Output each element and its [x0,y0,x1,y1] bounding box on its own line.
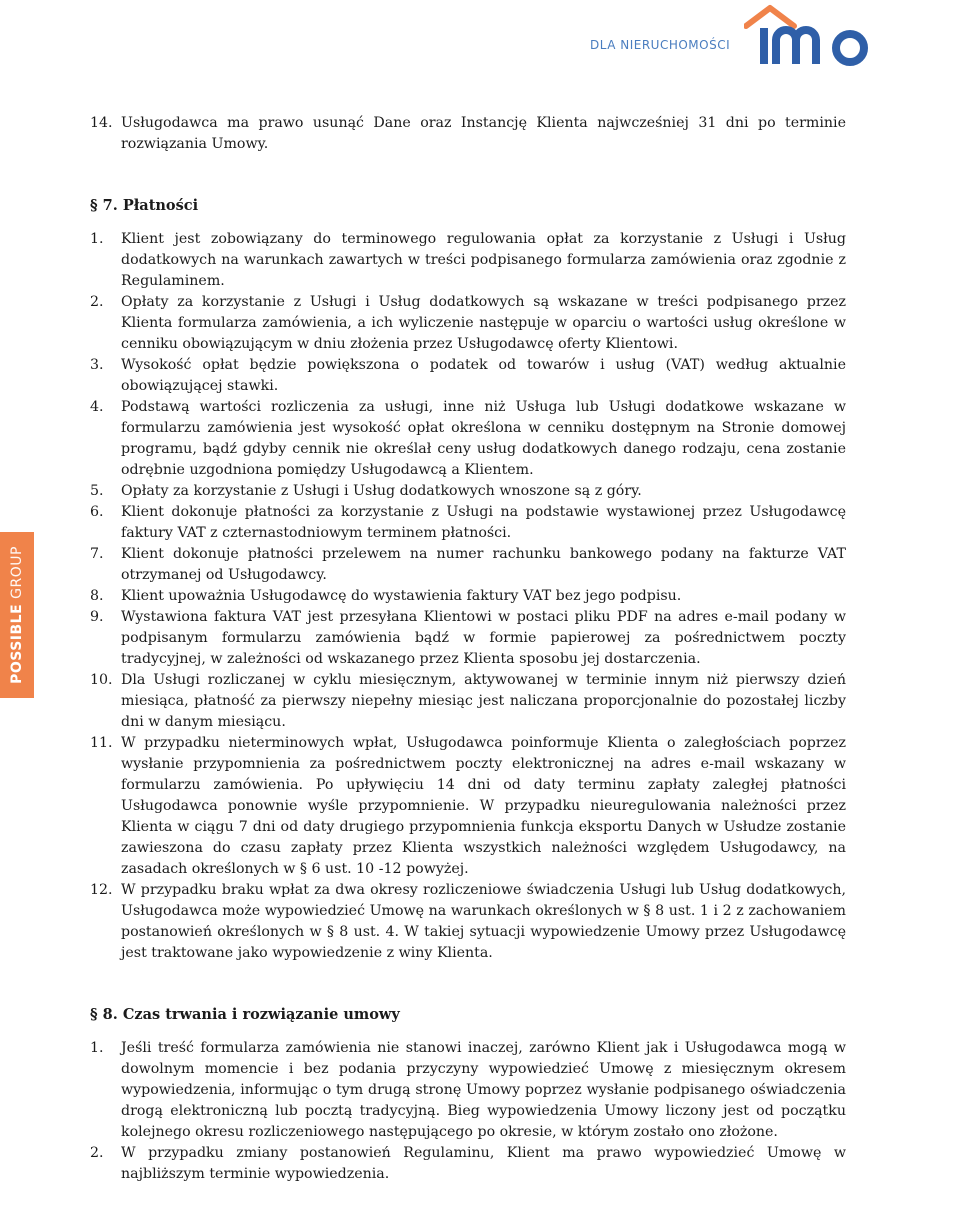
section8-list [90,1038,846,1185]
item-number: 14. [90,115,113,131]
list-item [90,229,846,292]
page-header [0,0,960,80]
list-item [90,292,846,355]
list-item [90,1038,846,1143]
list-item [90,481,846,502]
imo-logo [744,4,894,68]
brand-tagline: DLA NIERUCHOMOŚCI [590,38,731,52]
item-text: Klient upoważnia Usługodawcę do wystawienia faktury VAT bez jego podpisu. [121,588,682,604]
item-number: 11. [90,735,113,751]
list-item [90,607,846,670]
item-number: 6. [90,504,104,520]
list-item [90,1143,846,1185]
item-text: W przypadku zmiany postanowień Regulaminu, Klient ma prawo wypowiedzieć Umowę w najbliższym terminie wypowiedzenia. [121,1145,846,1182]
item-text: Klient dokonuje płatności przelewem na numer rachunku bankowego podany na fakturze VAT otrzymanej od Usługodawcy. [121,546,846,583]
side-brand-group: GROUP [9,546,25,599]
item-number: 3. [90,357,104,373]
item-text: Opłaty za korzystanie z Usługi i Usług dodatkowych są wskazane w treści podpisanego przez Klienta formularza zamówienia, a ich wyliczenie następuje w oparciu o wartości usług określone w cenniku obowiązującym w dniu złożenia przez Usługodawcę oferty Klientowi. [121,294,846,352]
item-number: 5. [90,483,104,499]
item-text: W przypadku nieterminowych wpłat, Usługodawca poinformuje Klienta o zaległościach poprzez wysłanie przypomnienia za pośrednictwem poczty elektronicznej na adres e-mail wskazany w formularzu zamówienia. Po upływięciu 14 dni od daty terminu zapłaty zaległej płatności Usługodawca ponownie wyśle przypomnienie. W przypadku nieuregulowania należności przez Klienta w ciągu 7 dni od daty drugiego przypomnienia funkcja eksportu Danych w Usłudze zostanie zawieszona do czasu zapłaty przez Klienta wszystkich należności względem Usługodawcy, na zasadach określonych w § 6 ust. 10 -12 powyżej. [121,735,846,877]
section-heading: § 8. Czas trwania i rozwiązanie umowy [90,1006,400,1023]
item-text: Klient jest zobowiązany do terminowego regulowania opłat za korzystanie z Usługi i Usług dodatkowych na warunkach zawartych w treści podpisanego formularza zamówienia oraz zgodnie z Regulaminem. [121,231,846,289]
list-item [90,544,846,586]
item-text: Wysokość opłat będzie powiększona o podatek od towarów i usług (VAT) według aktualnie obowiązującej stawki. [121,357,846,394]
item-number: 12. [90,882,113,898]
item-text: Podstawą wartości rozliczenia za usługi, inne niż Usługa lub Usługi dodatkowe wskazane w formularzu zamówienia jest wysokość opłat określona w cenniku dostępnym na Stronie domowej programu, bądź gdyby cennik nie określał ceny usług dodatkowych danego rodzaju, cena zostanie odrębnie uzgodniona pomiędzy Usługodawcą a Klientem. [121,399,846,478]
list-item [90,113,846,155]
house-roof-icon [746,8,794,26]
item-text: Klient dokonuje płatności za korzystanie z Usługi na podstawie wystawionej przez Usługodawcę faktury VAT z czternastodniowym terminem płatności. [121,504,846,541]
item-number: 2. [90,294,104,310]
item-number: 2. [90,1145,104,1161]
logo-lettering [760,28,864,64]
item-text: Dla Usługi rozliczanej w cyklu miesięcznym, aktywowanej w terminie innym niż pierwszy dzień miesiąca, płatność za pierwszy niepełny miesiąc jest naliczana proporcjonalnie do pozostałej liczby dni w danym miesiącu. [121,672,846,730]
side-brand-name: POSSIBLE [9,603,25,684]
item-text: Jeśli treść formularza zamówienia nie stanowi inaczej, zarówno Klient jak i Usługodawca mogą w dowolnym momencie i bez podania przyczyny wypowiedzieć Umowę z miesięcznym okresem wypowiedzenia, informując o tym drugą stronę Umowy poprzez wysłanie podpisanego oświadczenia drogą elektroniczną lub pocztą tradycyjną. Bieg wypowiedzenia Umowy liczony jest od początku kolejnego okresu rozliczeniowego następującego po okresie, w którym zostało ono złożone. [121,1040,846,1140]
item-number: 8. [90,588,104,604]
item-text: Wystawiona faktura VAT jest przesyłana Klientowi w postaci pliku PDF na adres e-mail podany w podpisanym formularzu zamówienia bądź w formie papierowej za pośrednictwem poczty tradycyjnej, w zależności od wskazanego przez Klienta sposobu jej dostarczenia. [121,609,846,667]
item-number: 7. [90,546,104,562]
list-item [90,733,846,880]
list-item [90,355,846,397]
list-item [90,880,846,964]
document-body [90,113,846,1185]
item-text: W przypadku braku wpłat za dwa okresy rozliczeniowe świadczenia Usługi lub Usług dodatkowych, Usługodawca może wypowiedzieć Umowę na warunkach określonych w § 8 ust. 1 i 2 z zachowaniem postanowień określonych w § 8 ust. 4. W takiej sytuacji wypowiedzenie Umowy przez Usługodawcę jest traktowane jako wypowiedzenie z winy Klienta. [121,882,846,961]
list-item [90,502,846,544]
list-item [90,397,846,481]
item-number: 9. [90,609,104,625]
item-text: Usługodawca ma prawo usunąć Dane oraz Instancję Klienta najwcześniej 31 dni po terminie rozwiązania Umowy. [121,115,846,152]
section7-list [90,229,846,964]
list-item [90,586,846,607]
item-number: 10. [90,672,113,688]
side-brand-label [9,546,25,684]
item-number: 1. [90,1040,104,1056]
item-text: Opłaty za korzystanie z Usługi i Usług dodatkowych wnoszone są z góry. [121,483,642,499]
item-number: 1. [90,231,104,247]
item-number: 4. [90,399,104,415]
section-heading: § 7. Płatności [90,197,199,214]
list-item [90,670,846,733]
